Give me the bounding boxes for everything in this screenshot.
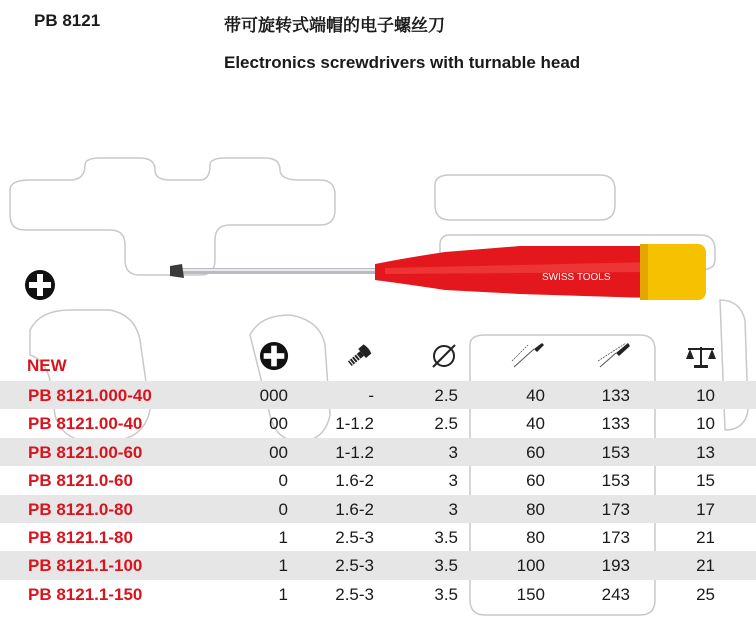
total-length: 133 bbox=[601, 414, 630, 434]
screw-range: 2.5-3 bbox=[335, 556, 374, 576]
phillips-icon bbox=[24, 269, 56, 301]
weight: 21 bbox=[696, 527, 715, 547]
diameter: 3.5 bbox=[434, 584, 458, 604]
tip-size: 000 bbox=[259, 386, 288, 405]
screw-range: 1.6-2 bbox=[335, 499, 374, 519]
total-length: 243 bbox=[601, 584, 630, 604]
screw-icon bbox=[343, 341, 375, 371]
table-row bbox=[0, 466, 756, 494]
total-length: 153 bbox=[601, 471, 630, 491]
brand-label: SWISS TOOLS bbox=[542, 272, 611, 283]
specs-table bbox=[0, 345, 756, 608]
phillips-icon bbox=[259, 341, 289, 371]
product-name: PB 8121.000-40 bbox=[28, 386, 152, 405]
diameter: 3 bbox=[448, 471, 458, 491]
product-name: PB 8121.1-100 bbox=[28, 556, 143, 576]
total-length: 133 bbox=[601, 386, 630, 405]
weight: 21 bbox=[696, 556, 715, 576]
tip-size: 0 bbox=[278, 471, 288, 491]
table-row bbox=[0, 409, 756, 437]
product-name: PB 8121.1-80 bbox=[28, 527, 133, 547]
product-name: PB 8121.0-80 bbox=[28, 499, 133, 519]
diameter: 2.5 bbox=[434, 386, 458, 405]
weight: 10 bbox=[696, 414, 715, 434]
product-name: PB 8121.1-150 bbox=[28, 584, 143, 604]
diameter: 3 bbox=[448, 442, 458, 462]
screw-range: 1.6-2 bbox=[335, 471, 374, 491]
blade-length: 100 bbox=[516, 556, 545, 576]
product-name: PB 8121.00-40 bbox=[28, 414, 143, 434]
total-length: 173 bbox=[601, 527, 630, 547]
title-english: Electronics screwdrivers with turnable head bbox=[224, 53, 581, 72]
diameter: 3.5 bbox=[434, 556, 458, 576]
tip-size: 1 bbox=[278, 584, 288, 604]
table-row bbox=[0, 580, 756, 608]
weight: 10 bbox=[696, 386, 715, 405]
tip-size: 1 bbox=[278, 527, 288, 547]
weight: 15 bbox=[696, 471, 715, 491]
screw-range: 2.5-3 bbox=[335, 584, 374, 604]
tip-size: 1 bbox=[278, 556, 288, 576]
screw-range: - bbox=[368, 386, 374, 405]
total-length: 173 bbox=[601, 499, 630, 519]
table-row bbox=[0, 495, 756, 523]
tip-size: 00 bbox=[269, 442, 288, 462]
table-row bbox=[0, 523, 756, 551]
blade-length: 80 bbox=[526, 527, 545, 547]
weight: 13 bbox=[696, 442, 715, 462]
table-row bbox=[0, 438, 756, 466]
blade-length: 60 bbox=[526, 471, 545, 491]
table-row bbox=[0, 551, 756, 579]
screwdriver-image bbox=[170, 238, 710, 302]
blade-length: 80 bbox=[526, 499, 545, 519]
table-row bbox=[0, 381, 756, 409]
weight: 25 bbox=[696, 584, 715, 604]
product-code: PB 8121 bbox=[34, 11, 101, 30]
blade-length-icon bbox=[510, 341, 546, 371]
weight: 17 bbox=[696, 499, 715, 519]
weight-icon bbox=[684, 341, 718, 371]
blade-length: 40 bbox=[526, 414, 545, 434]
screw-range: 2.5-3 bbox=[335, 527, 374, 547]
title-chinese: 带可旋转式端帽的电子螺丝刀 bbox=[224, 16, 445, 36]
diameter-icon bbox=[429, 341, 459, 371]
screw-range: 1-1.2 bbox=[335, 414, 374, 434]
total-length: 153 bbox=[601, 442, 630, 462]
diameter: 3.5 bbox=[434, 527, 458, 547]
blade-length: 60 bbox=[526, 442, 545, 462]
total-length-icon bbox=[596, 341, 632, 371]
new-label: NEW bbox=[27, 356, 67, 375]
tip-size: 0 bbox=[278, 499, 288, 519]
product-name: PB 8121.0-60 bbox=[28, 471, 133, 491]
blade-length: 40 bbox=[526, 386, 545, 405]
total-length: 193 bbox=[601, 556, 630, 576]
tip-size: 00 bbox=[269, 414, 288, 434]
product-name: PB 8121.00-60 bbox=[28, 442, 143, 462]
diameter: 2.5 bbox=[434, 414, 458, 434]
table-header bbox=[0, 345, 756, 381]
blade-length: 150 bbox=[516, 584, 545, 604]
screw-range: 1-1.2 bbox=[335, 442, 374, 462]
diameter: 3 bbox=[448, 499, 458, 519]
